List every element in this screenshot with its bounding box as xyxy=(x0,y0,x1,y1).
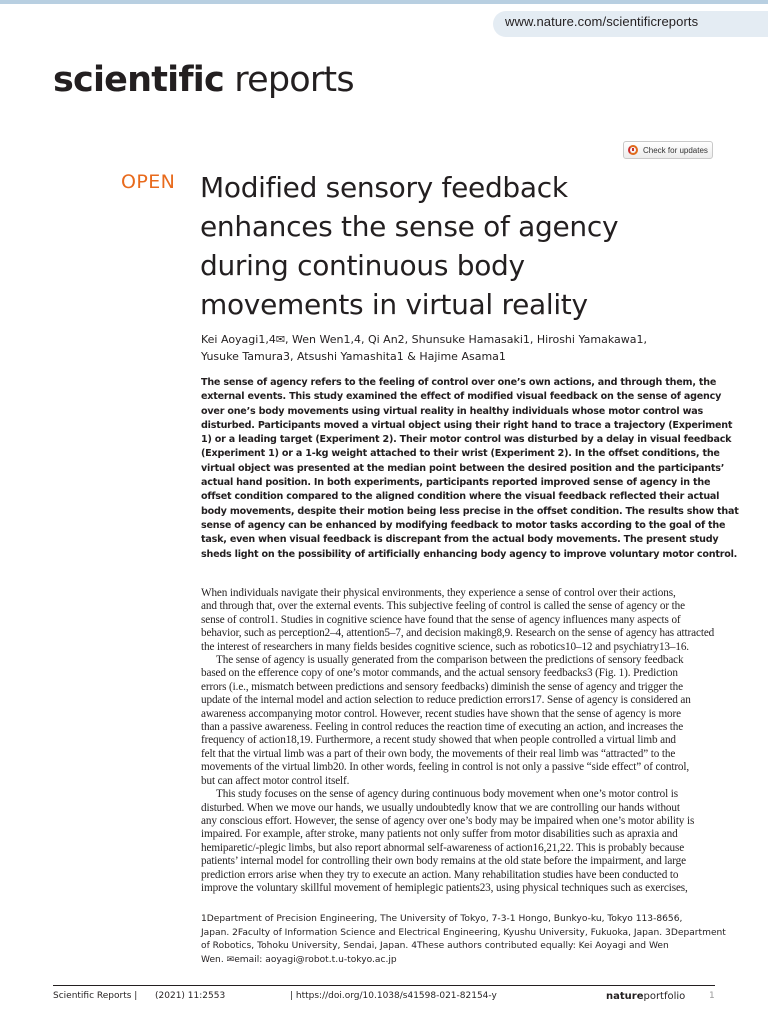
footnote-line: 1Department of Precision Engineering, The University of Tokyo, 7-3-1 Hongo, Bunkyo-ku, Tokyo 113-8656, xyxy=(201,914,683,924)
body-line: When individuals navigate their physical environments, they experience a sense of control over their actions, xyxy=(201,587,676,599)
abstract-line: virtual object was presented at the median point between the desired position and the participants’ xyxy=(201,462,725,474)
article-title xyxy=(200,168,670,324)
abstract-line: over one’s body movements using virtual reality in healthy individuals whose motor control was xyxy=(201,405,703,417)
body-line: disturbed. When we move our hands, we usually undoubtedly know that we are controlling our hands without xyxy=(201,801,680,814)
body-line: frequency of action18,19. Furthermore, a recent study showed that when people controlled a virtual limb and xyxy=(201,734,676,747)
body-line: behavior, such as perception2–4, attention5–7, and decision making8,9. Research on the sense of agency has attracted xyxy=(201,627,715,640)
footer-doi-link[interactable]: | https://doi.org/10.1038/s41598-021-82154-y xyxy=(290,991,497,1001)
title-line: Modified sensory feedback xyxy=(200,171,568,204)
main-body-text xyxy=(201,587,716,895)
check-updates-label: Check for updates xyxy=(643,145,708,155)
abstract-line: sense of agency can be enhanced by modifying feedback to motor tasks according to the goal of the xyxy=(201,519,726,531)
journal-logo[interactable] xyxy=(53,60,354,100)
body-line: based on the efference copy of one’s motor commands, and the actual sensory feedbacks3 (Fig. 1). Prediction xyxy=(201,667,678,680)
body-line: errors (i.e., mismatch between predictions and sensory feedbacks) diminish the sense of agency and trigger the xyxy=(201,680,683,693)
body-line: The sense of agency is usually generated from the comparison between the predictions of sensory feedback xyxy=(216,654,684,667)
author-line[interactable]: Kei Aoyagi1,4✉, Wen Wen1,4, Qi An2, Shunsuke Hamasaki1, Hiroshi Yamakawa1, xyxy=(201,333,648,346)
body-line: movements of the virtual limb20. In other words, feeling in control is not only a passive “side effect” of control, xyxy=(201,761,690,774)
check-updates-icon xyxy=(628,145,638,155)
abstract-line: offset condition compared to the aligned condition where the visual feedback reflected their actual xyxy=(201,491,720,503)
brand-regular: portfolio xyxy=(643,991,686,1002)
open-access-label: OPEN xyxy=(121,171,176,193)
top-color-bar xyxy=(0,0,768,4)
body-line: sense of control1. Studies in cognitive science have found that the sense of agency influences many aspects of xyxy=(201,613,681,626)
abstract-line: external events. This study examined the effect of modified visual feedback on the sense of agency xyxy=(201,391,722,403)
abstract-line: task, even when visual feedback is discrepant from the actual body movements. The present study xyxy=(201,534,719,546)
abstract-line: actual hand position. In both experiments, participants reported improved sense of agency in the xyxy=(201,477,711,489)
abstract-line: disturbed. Participants moved a virtual object using their right hand to trace a trajectory (Experiment xyxy=(201,419,733,431)
brand-bold: nature xyxy=(606,991,644,1002)
body-line: awareness accompanying motor control. However, recent studies have shown that the sense of agency is more xyxy=(201,707,681,720)
abstract-line: 1) or a leading target (Experiment 2). Their motor control was disturbed by a delay in visual feedback xyxy=(201,434,732,446)
abstract xyxy=(201,376,739,562)
footnote-line: of Robotics, Tohoku University, Sendai, Japan. 4These authors contributed equally: Kei Aoyagi and Wen xyxy=(201,941,669,951)
footer-journal-name: Scientific Reports | xyxy=(53,991,138,1001)
footnote-line: Japan. 2Faculty of Information Science and Electrical Engineering, Kyushu University, Fukuoka, Japan. 3Department xyxy=(201,927,726,938)
body-line: improve the voluntary skillful movement of hemiplegic patients23, using physical techniques such as exercises, xyxy=(201,881,688,894)
footer-publisher-brand xyxy=(606,991,685,1002)
body-line: patients’ internal model for controlling their own body remains at the old state before the impairment, and large xyxy=(201,855,686,868)
title-line: movements in virtual reality xyxy=(200,288,588,321)
body-line: but can affect motor control itself. xyxy=(201,774,350,787)
author-list xyxy=(201,331,721,365)
body-line: than a passive awareness. Feeling in control reduces the reaction time of executing an action, and increases the xyxy=(201,721,684,734)
footer-divider xyxy=(53,985,715,986)
footer-page-number: 1 xyxy=(709,991,715,1001)
footnote-line: Wen. ✉email: aoyagi@robot.t.u-tokyo.ac.jp xyxy=(201,954,397,965)
author-line[interactable]: Yusuke Tamura3, Atsushi Yamashita1 & Hajime Asama1 xyxy=(201,350,506,363)
abstract-line: sheds light on the possibility of artificially enhancing body agency to improve voluntary motor control. xyxy=(201,548,738,560)
check-for-updates-button[interactable] xyxy=(623,141,713,159)
body-line: prediction errors arise when they try to execute an action. Many rehabilitation studies have been conducted to xyxy=(201,868,679,881)
footer-year-volume: (2021) 11:2553 xyxy=(155,991,226,1001)
abstract-line: body movements, despite their motion being less precise in the offset condition. The results show that xyxy=(201,505,739,517)
body-line: impaired. For example, after stroke, many patients not only suffer from motor disabilities such as apraxia and xyxy=(201,828,678,841)
abstract-line: (Experiment 1) or a 1-kg weight attached to their wrist (Experiment 2). In the offset conditions, the xyxy=(201,448,720,460)
affiliations-footnote xyxy=(201,913,726,967)
body-line: This study focuses on the sense of agency during continuous body movement when one’s motor control is xyxy=(216,788,679,801)
journal-url-link[interactable]: www.nature.com/scientificreports xyxy=(505,14,699,29)
body-line: any conscious effort. However, the sense of agency over one’s body may be impaired when one’s motor ability is xyxy=(201,814,695,827)
body-line: and through that, over the external events. This subjective feeling of control is called the sense of agency or the xyxy=(201,600,685,613)
body-line: the interest of researchers in many fields besides cognitive science, such as robotics10–12 and psychiatry13–16. xyxy=(201,640,689,653)
journal-logo-regular: reports xyxy=(223,60,354,100)
title-line: during continuous body xyxy=(200,249,525,282)
body-line: hemiparetic/-plegic limbs, but also report abnormal self-awareness of action16,21,22. This is probably because xyxy=(201,841,685,854)
title-line: enhances the sense of agency xyxy=(200,210,619,243)
body-line: update of the internal model and action selection to reduce prediction errors17. Sense of agency is considered an xyxy=(201,694,691,707)
body-line: felt that the virtual limb was a part of their own body, the movements of their real limb was “attracted” to the xyxy=(201,747,676,760)
journal-logo-bold: scientific xyxy=(53,60,224,100)
abstract-line: The sense of agency refers to the feeling of control over one’s own actions, and through them, the xyxy=(201,377,717,388)
